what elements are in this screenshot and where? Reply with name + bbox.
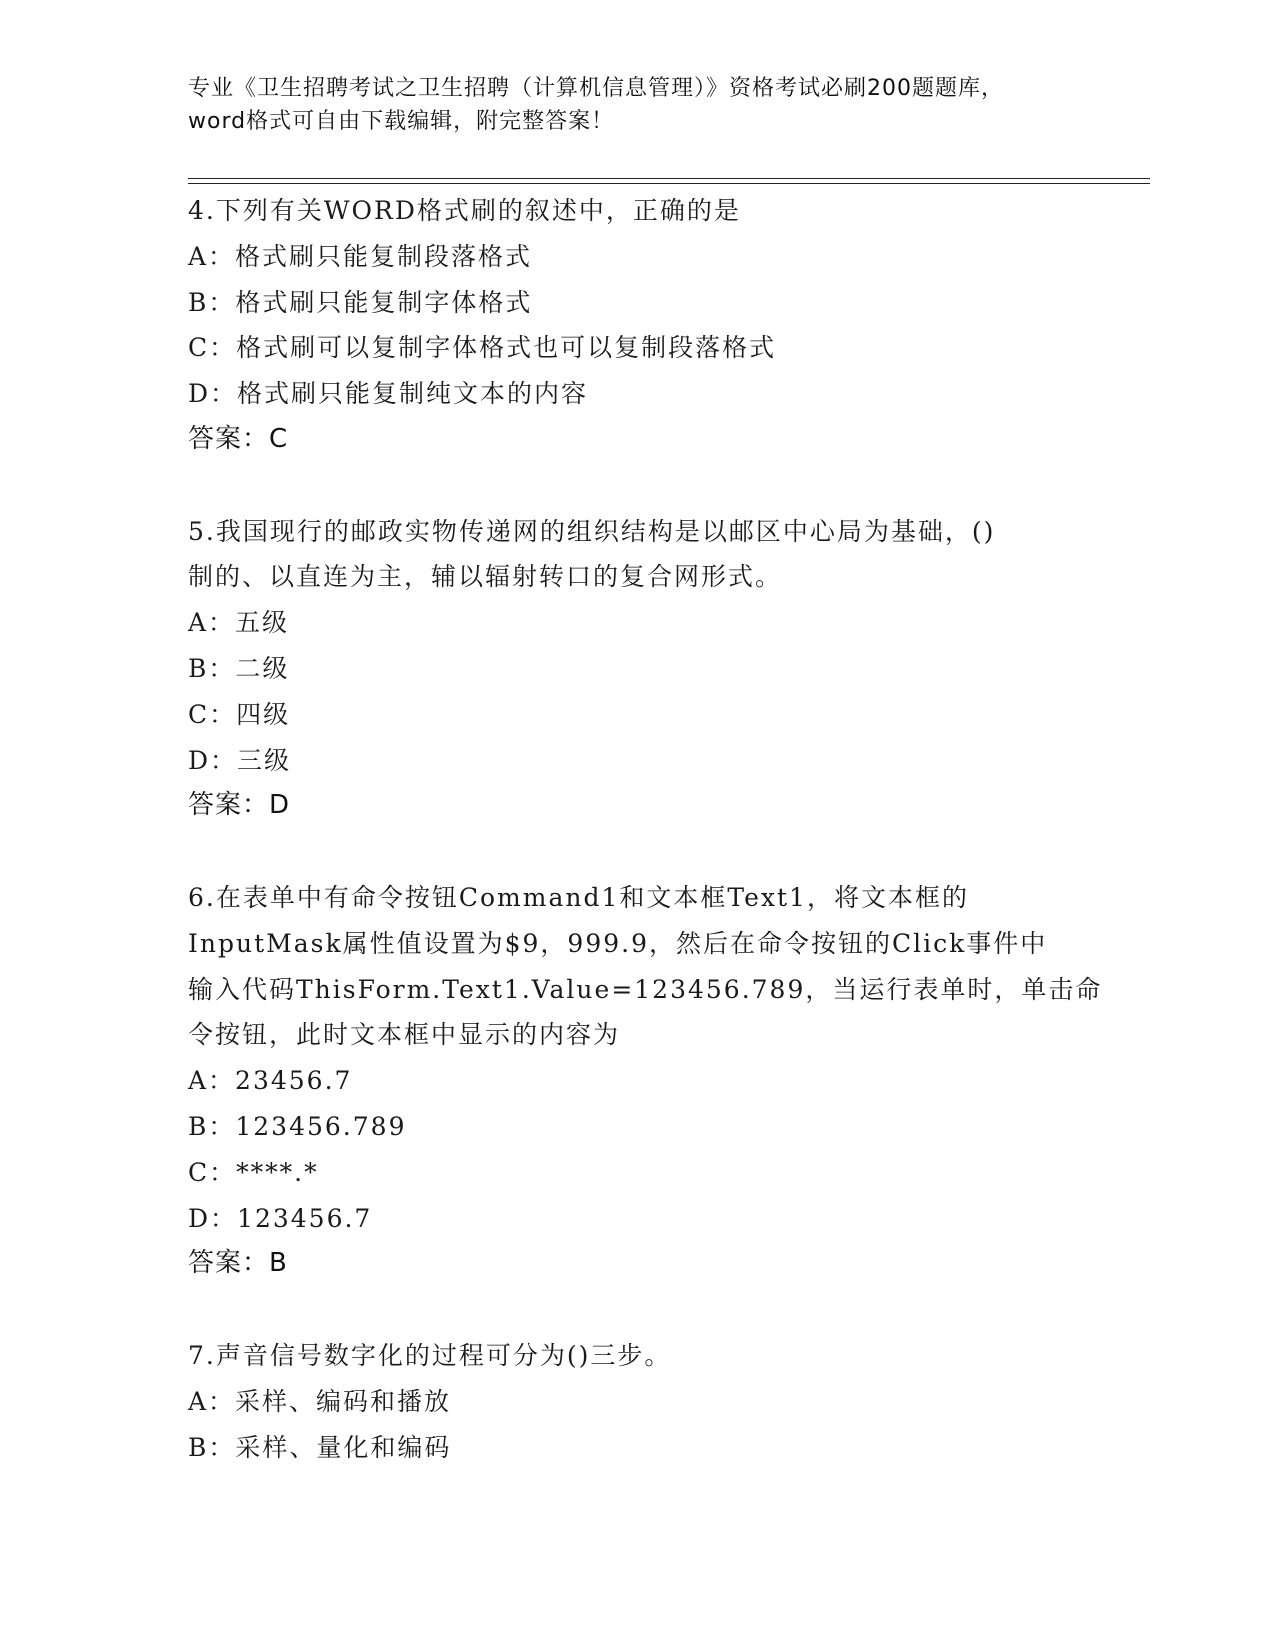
question-stem: 输入代码ThisForm.Text1.Value=123456.789，当运行表单时，单击命	[188, 974, 1103, 1004]
header-line-1: 专业《卫生招聘考试之卫生招聘（计算机信息管理）》资格考试必刷200题题库，	[188, 76, 1004, 101]
question-stem: 令按钮，此时文本框中显示的内容为	[188, 1020, 621, 1050]
option-a: A：格式刷只能复制段落格式	[188, 241, 533, 271]
option-c: C：****.*	[188, 1157, 319, 1187]
answer: 答案：C	[188, 423, 289, 454]
option-b: B：二级	[188, 653, 290, 683]
question-list	[188, 188, 1103, 1470]
option-d: D：三级	[188, 745, 292, 775]
question-5	[188, 509, 1088, 830]
option-d: D：格式刷只能复制纯文本的内容	[188, 379, 589, 409]
option-d: D：123456.7	[188, 1203, 373, 1233]
spacer	[188, 463, 1088, 509]
header-line-2: word格式可自由下载编辑，附完整答案！	[188, 109, 615, 134]
option-a: A：五级	[188, 608, 290, 638]
answer: 答案：B	[188, 1248, 288, 1279]
header-divider-top	[188, 178, 1150, 179]
document-header	[188, 72, 1088, 138]
question-7	[188, 1333, 1088, 1470]
option-b: B：123456.789	[188, 1111, 407, 1141]
spacer	[188, 829, 1088, 875]
question-stem: InputMask属性值设置为$9，999.9，然后在命令按钮的Click事件中	[188, 928, 1048, 958]
option-c: C：四级	[188, 699, 291, 729]
question-stem: 6.在表单中有命令按钮Command1和文本框Text1，将文本框的	[188, 882, 969, 912]
option-c: C：格式刷可以复制字体格式也可以复制段落格式	[188, 333, 777, 363]
answer: 答案：D	[188, 790, 291, 821]
option-b: B：采样、量化和编码	[188, 1432, 452, 1462]
spacer	[188, 1287, 1088, 1333]
question-stem: 4.下列有关WORD格式刷的叙述中，正确的是	[188, 196, 741, 225]
header-divider-bottom	[188, 183, 1150, 184]
option-a: A：23456.7	[188, 1066, 353, 1096]
option-b: B：格式刷只能复制字体格式	[188, 287, 533, 317]
question-stem: 5.我国现行的邮政实物传递网的组织结构是以邮区中心局为基础，()	[188, 516, 996, 546]
question-stem: 7.声音信号数字化的过程可分为()三步。	[188, 1340, 672, 1370]
question-6	[188, 875, 1103, 1287]
question-4	[188, 188, 1088, 463]
option-a: A：采样、编码和播放	[188, 1386, 452, 1416]
question-stem: 制的、以直连为主，辅以辐射转口的复合网形式。	[188, 562, 783, 592]
